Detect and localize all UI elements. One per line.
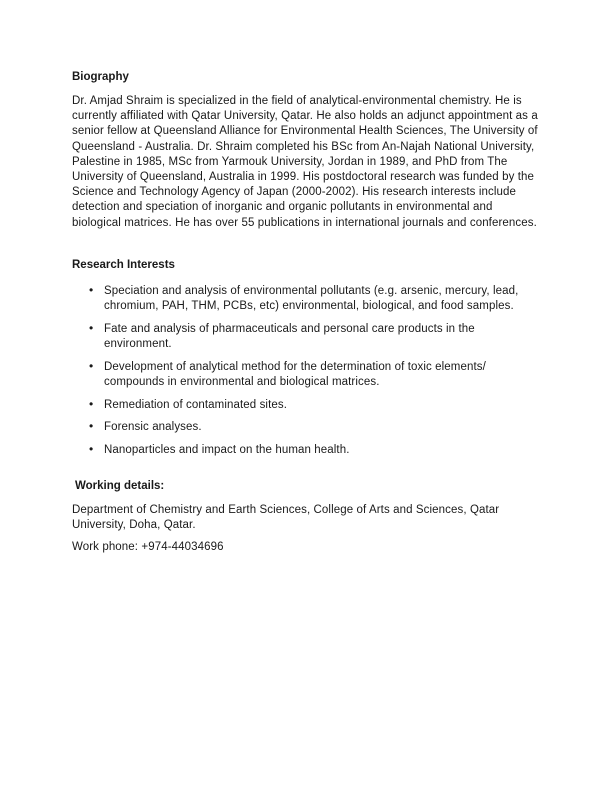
list-item <box>72 398 542 413</box>
bullet-icon: • <box>89 358 94 373</box>
list-item <box>72 284 542 314</box>
list-item-text: Forensic analyses. <box>104 421 202 434</box>
bullet-icon: • <box>89 441 94 456</box>
bullet-icon: • <box>89 282 94 297</box>
bullet-icon: • <box>89 396 94 411</box>
list-item-text: Nanoparticles and impact on the human health. <box>104 443 350 456</box>
list-item-text: Fate and analysis of pharmaceuticals and personal care products in the environment. <box>104 322 475 350</box>
biography-heading: Biography <box>72 71 129 83</box>
research-interests-heading: Research Interests <box>72 258 175 271</box>
biography-paragraph: Dr. Amjad Shraim is specialized in the field of analytical-environmental chemistry. He is currently affiliated with Qatar University, Qatar. He also holds an adjunct appointment as a senior fellow at Queensland Alliance for Environmental Health Sciences, The University of Queensland - Australia. Dr. Shraim completed his BSc from An-Najah National University, Palestine in 1985, MSc from Yarmouk University, Jordan in 1989, and PhD from The University of Queensland, Australia in 1999. His postdoctoral research was funded by the Science and Technology Agency of Japan (2000-2002). His research interests include detection and speciation of inorganic and organic pollutants in environmental and biological matrices. He has over 55 publications in international journals and conferences. <box>72 95 538 229</box>
list-item <box>72 360 542 390</box>
list-item-text: Remediation of contaminated sites. <box>104 398 288 411</box>
bullet-icon: • <box>89 320 94 335</box>
list-item <box>72 443 542 458</box>
list-item <box>72 420 542 435</box>
list-item-text: Development of analytical method for the determination of toxic elements/ compounds in environmental and biological matrices. <box>104 360 486 388</box>
working-details-phone: Work phone: +974-44034696 <box>72 540 224 553</box>
working-details-heading: Working details: <box>75 480 165 493</box>
bullet-icon: • <box>89 419 94 434</box>
page-content <box>72 70 542 555</box>
research-interests-list <box>72 284 542 458</box>
working-details-address: Department of Chemistry and Earth Sciences, College of Arts and Sciences, Qatar University, Doha, Qatar. <box>72 504 500 532</box>
list-item <box>72 322 542 352</box>
list-item-text: Speciation and analysis of environmental pollutants (e.g. arsenic, mercury, lead, chromium, PAH, THM, PCBs, etc) environmental, biological, and food samples. <box>104 284 519 313</box>
